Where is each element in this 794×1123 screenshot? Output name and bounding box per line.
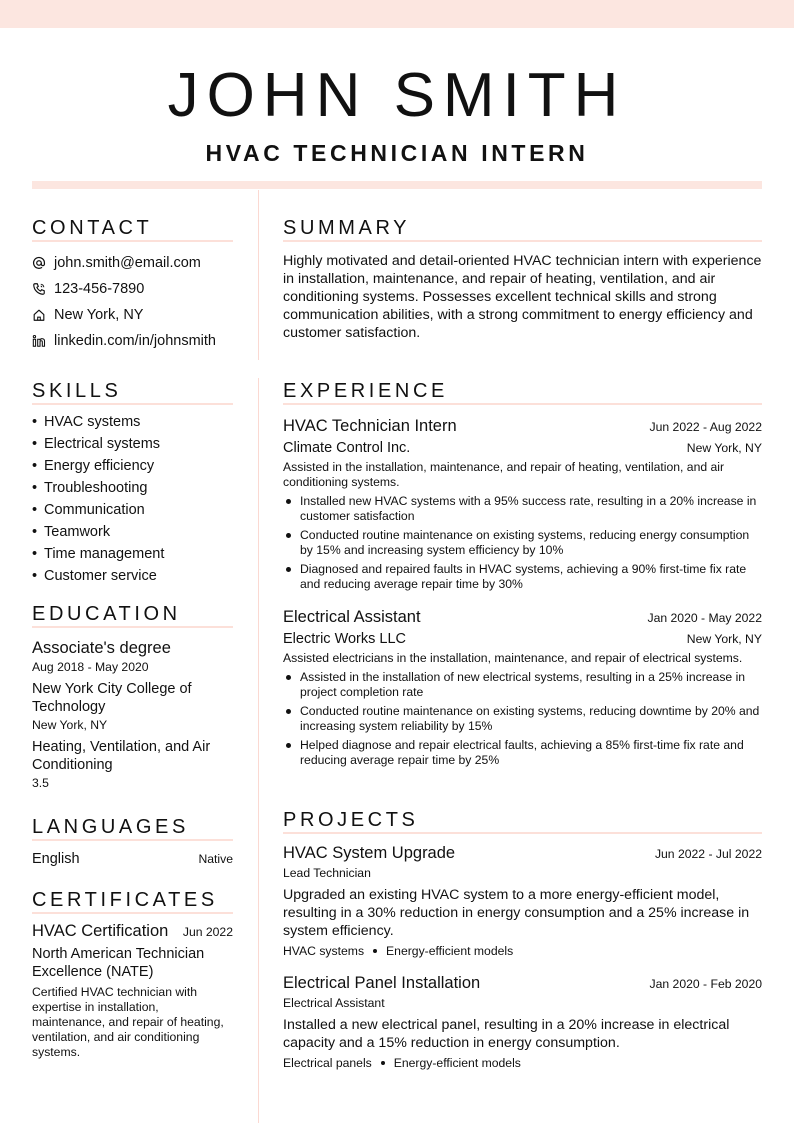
candidate-name: JOHN SMITH xyxy=(167,61,627,130)
skills-heading: SKILLS xyxy=(32,379,233,405)
project-name: Electrical Panel Installation xyxy=(283,974,481,992)
job-entry xyxy=(283,415,762,592)
project-entry xyxy=(283,842,762,960)
education-field: Heating, Ventilation, and Air Conditioning xyxy=(32,739,211,773)
project-tag: Energy-efficient models xyxy=(386,944,514,958)
skill-item: • HVAC systems xyxy=(32,414,141,430)
certificate-description: Certified HVAC technician with expertise in installation, maintenance, and repair of heating, ventilation, and air conditioning systems. xyxy=(32,985,224,1059)
home-icon xyxy=(32,308,54,322)
job-role: HVAC Technician Intern xyxy=(283,417,457,435)
job-dates: Jan 2020 - May 2022 xyxy=(647,611,762,625)
job-description: Assisted in the installation, maintenance, and repair of heating, ventilation, and air conditioning systems. xyxy=(283,460,725,489)
project-description: Upgraded an existing HVAC system to a more energy-efficient model, resulting in a 30% reduction in energy consumption and a 25% increase in system efficiency. xyxy=(283,887,750,939)
job-dates: Jun 2022 - Aug 2022 xyxy=(649,420,762,434)
certificate-issuer: North American Technician Excellence (NATE) xyxy=(32,946,205,980)
column-divider-top xyxy=(258,190,259,360)
job-location: New York, NY xyxy=(686,632,762,646)
certificate-item xyxy=(32,922,233,941)
phone-icon xyxy=(32,282,54,296)
job-entry xyxy=(283,606,762,768)
summary-heading: SUMMARY xyxy=(283,216,762,242)
skill-item: • Electrical systems xyxy=(32,436,161,452)
project-entry xyxy=(283,972,762,1072)
language-name: English xyxy=(32,851,80,867)
certificate-name: HVAC Certification xyxy=(32,922,169,940)
education-section xyxy=(32,602,233,792)
project-name: HVAC System Upgrade xyxy=(283,844,456,862)
experience-heading: EXPERIENCE xyxy=(283,379,762,405)
summary-section xyxy=(283,216,762,342)
contact-email[interactable] xyxy=(32,250,233,276)
project-tag: Electrical panels xyxy=(283,1056,372,1070)
projects-heading: PROJECTS xyxy=(283,808,762,834)
skill-item: • Energy efficiency xyxy=(32,458,155,474)
job-company: Electric Works LLC xyxy=(283,631,407,647)
contact-heading: CONTACT xyxy=(32,216,233,242)
contact-location xyxy=(32,302,233,328)
project-role: Lead Technician xyxy=(283,866,371,880)
education-gpa: 3.5 xyxy=(32,776,49,790)
contact-phone[interactable] xyxy=(32,276,233,302)
skill-item: • Teamwork xyxy=(32,524,111,540)
job-bullet: Conducted routine maintenance on existing systems, reducing downtime by 20% and increasing system reliability by 15% xyxy=(283,704,762,734)
job-bullet: Helped diagnose and repair electrical faults, achieving a 85% first-time fix rate and reducing average repair time by 25% xyxy=(283,738,762,768)
language-level: Native xyxy=(198,852,233,866)
skill-item: • Communication xyxy=(32,502,145,518)
contact-location-text: New York, NY xyxy=(54,307,144,323)
certificate-date: Jun 2022 xyxy=(182,925,233,939)
certificates-heading: CERTIFICATES xyxy=(32,888,233,914)
languages-heading: LANGUAGES xyxy=(32,815,233,841)
top-accent-bar xyxy=(0,0,794,28)
job-bullet: Assisted in the installation of new electrical systems, resulting in a 25% increase in project completion rate xyxy=(283,670,762,700)
project-description: Installed a new electrical panel, resulting in a 20% increase in electrical capacity and a 15% reduction in energy consumption. xyxy=(283,1017,730,1051)
project-dates: Jun 2022 - Jul 2022 xyxy=(654,847,762,861)
candidate-title: HVAC TECHNICIAN INTERN xyxy=(205,140,589,166)
language-item xyxy=(32,851,233,867)
job-description: Assisted electricians in the installation, maintenance, and repair of electrical systems. xyxy=(283,651,743,665)
project-tag: Energy-efficient models xyxy=(393,1056,521,1070)
education-location: New York, NY xyxy=(32,718,108,732)
contact-linkedin[interactable] xyxy=(32,328,233,354)
languages-section xyxy=(32,815,233,867)
education-heading: EDUCATION xyxy=(32,602,233,628)
header-divider xyxy=(32,181,762,189)
job-role: Electrical Assistant xyxy=(283,608,421,626)
job-location: New York, NY xyxy=(686,441,762,455)
project-role: Electrical Assistant xyxy=(283,996,385,1010)
contact-email-text: john.smith@email.com xyxy=(54,255,201,271)
column-divider-bottom xyxy=(258,378,259,1123)
education-school: New York City College of Technology xyxy=(32,681,192,715)
education-dates: Aug 2018 - May 2020 xyxy=(32,660,149,674)
certificates-section xyxy=(32,888,233,1060)
linkedin-icon xyxy=(32,334,54,348)
projects-section xyxy=(283,808,762,1072)
summary-text: Highly motivated and detail-oriented HVAC technician intern with experience in installation, maintenance, and repair of heating, ventilation, and air conditioning systems. Possesses excellent technical skills and strong communication abilities, with a strong commitment to energy efficiency and customer satisfaction. xyxy=(283,253,762,341)
skills-section xyxy=(32,379,233,587)
at-icon xyxy=(32,256,54,270)
skill-item: • Customer service xyxy=(32,568,157,584)
job-bullet: Installed new HVAC systems with a 95% success rate, resulting in a 20% increase in customer satisfaction xyxy=(283,494,762,524)
job-company: Climate Control Inc. xyxy=(283,440,411,456)
project-tag: HVAC systems xyxy=(283,944,365,958)
skill-item: • Troubleshooting xyxy=(32,480,148,496)
job-bullet: Conducted routine maintenance on existing systems, reducing energy consumption by 15% and increasing system efficiency by 10% xyxy=(283,528,762,558)
contact-section xyxy=(32,216,233,354)
skill-item: • Time management xyxy=(32,546,165,562)
job-bullet: Diagnosed and repaired faults in HVAC systems, achieving a 90% first-time fix rate and reducing average repair time by 30% xyxy=(283,562,762,592)
education-degree: Associate's degree xyxy=(32,639,171,657)
project-tags xyxy=(283,1054,762,1072)
project-dates: Jan 2020 - Feb 2020 xyxy=(649,977,762,991)
contact-phone-text: 123-456-7890 xyxy=(54,281,145,297)
experience-section xyxy=(283,379,762,772)
project-tags xyxy=(283,942,762,960)
contact-linkedin-text: linkedin.com/in/johnsmith xyxy=(54,333,216,349)
